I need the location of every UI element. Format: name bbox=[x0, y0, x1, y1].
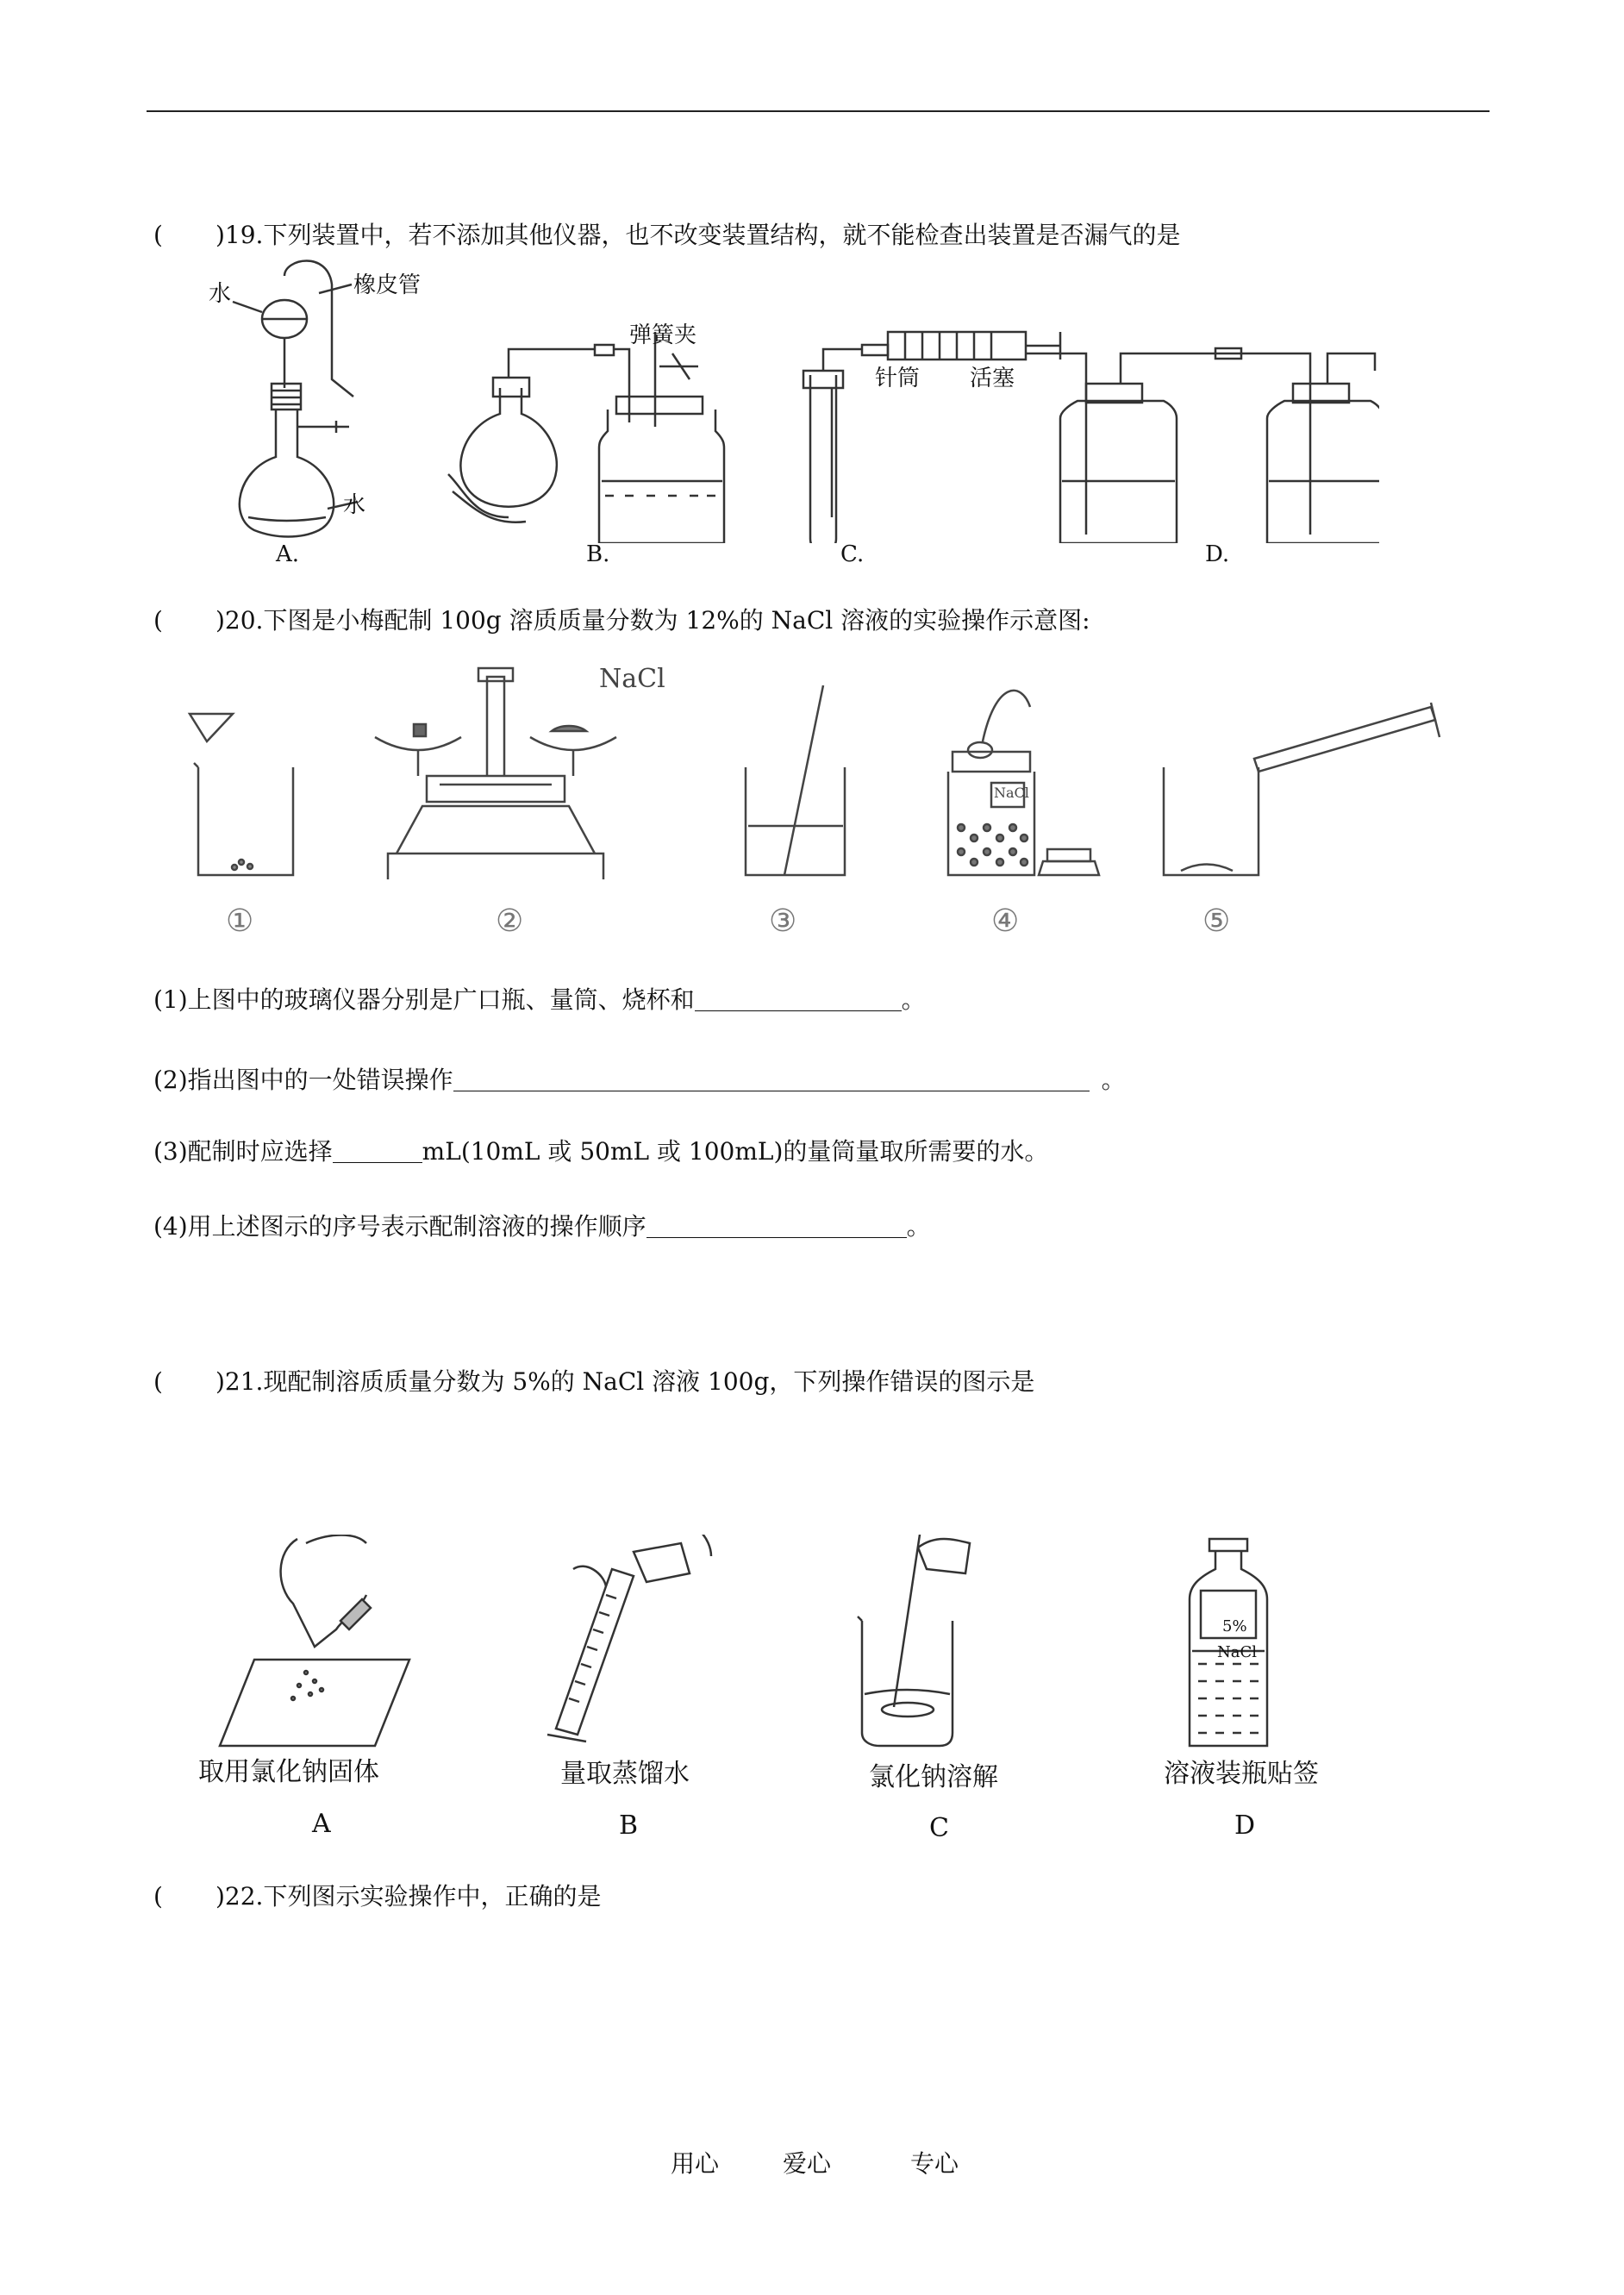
letter-d: D bbox=[1234, 1810, 1256, 1841]
question-19 bbox=[153, 220, 1180, 251]
operation-d-figure bbox=[1190, 1539, 1267, 1746]
letter-c: C bbox=[929, 1813, 949, 1843]
q20-sub-1: (1)上图中的玻璃仪器分别是广口瓶、量筒、烧杯和 。 bbox=[153, 985, 926, 1014]
label-plunger: 活塞 bbox=[970, 366, 1015, 391]
q20-sub-4: (4)用上述图示的序号表示配制溶液的操作顺序 。 bbox=[153, 1212, 931, 1241]
step-label-5: ⑤ bbox=[1202, 904, 1231, 939]
question-20-text: )20.下图是小梅配制 100g 溶质质量分数为 12%的 NaCl 溶液的实验操作示意图: bbox=[215, 606, 1090, 635]
option-a: A. bbox=[276, 541, 300, 567]
answer-paren: ( bbox=[153, 1882, 163, 1910]
label-syringe: 针筒 bbox=[875, 366, 921, 391]
caption-c: 氯化钠溶解 bbox=[869, 1762, 998, 1792]
caption-b: 量取蒸馏水 bbox=[560, 1759, 690, 1789]
option-c: C. bbox=[840, 541, 865, 567]
q20-sub-3: (3)配制时应选择 mL(10mL 或 50mL 或 100mL)的量筒量取所需要的水。 bbox=[153, 1137, 1049, 1166]
answer-paren: ( bbox=[153, 606, 163, 635]
operation-c-figure bbox=[858, 1535, 970, 1746]
caption-a: 取用氯化钠固体 bbox=[198, 1757, 379, 1787]
answer-blank[interactable] bbox=[333, 1140, 422, 1163]
label-nacl-jar: NaCl bbox=[994, 785, 1029, 801]
step-label-4: ④ bbox=[991, 904, 1020, 939]
bottle-label-nacl: NaCl bbox=[1217, 1643, 1258, 1661]
label-water-1: 水 bbox=[209, 281, 232, 307]
answer-blank[interactable] bbox=[453, 1068, 1090, 1091]
option-d: D. bbox=[1205, 541, 1230, 567]
header-rule bbox=[147, 110, 1490, 112]
answer-blank[interactable] bbox=[695, 988, 902, 1011]
question-20 bbox=[153, 605, 1090, 636]
label-water-2: 水 bbox=[343, 492, 366, 518]
letter-a: A bbox=[312, 1809, 331, 1839]
question-19-text: )19.下列装置中，若不添加其他仪器，也不改变装置结构，就不能检查出装置是否漏气的是 bbox=[215, 221, 1181, 249]
step-5-pour bbox=[1164, 703, 1440, 875]
apparatus-d bbox=[1026, 348, 1379, 543]
footer-word-2: 爱心 bbox=[783, 2149, 832, 2178]
step-label-1: ① bbox=[226, 904, 254, 939]
q21-operations-figure bbox=[194, 1535, 1384, 1750]
option-b: B. bbox=[586, 541, 610, 567]
label-nacl-balance: NaCl bbox=[599, 664, 665, 694]
label-rubber-tube: 橡皮管 bbox=[353, 272, 422, 298]
question-22 bbox=[153, 1881, 601, 1912]
q19-apparatus-figure bbox=[190, 259, 1379, 543]
step-1-beaker bbox=[190, 714, 293, 875]
label-spring-clip: 弹簧夹 bbox=[629, 322, 697, 348]
q20-steps-figure bbox=[181, 655, 1448, 892]
apparatus-c bbox=[803, 332, 1060, 543]
step-label-3: ③ bbox=[769, 904, 797, 939]
answer-blank[interactable] bbox=[646, 1215, 907, 1238]
answer-paren: ( bbox=[153, 221, 163, 249]
apparatus-a bbox=[233, 261, 358, 537]
operation-b-figure bbox=[547, 1535, 711, 1742]
apparatus-b bbox=[448, 332, 724, 543]
step-4-jar bbox=[948, 691, 1099, 875]
q20-sub-2: (2)指出图中的一处错误操作 。 bbox=[153, 1066, 1126, 1094]
bottle-label-percent: 5% bbox=[1222, 1617, 1247, 1635]
question-21-text: )21.现配制溶质质量分数为 5%的 NaCl 溶液 100g，下列操作错误的图示是 bbox=[215, 1367, 1035, 1396]
question-22-text: )22.下列图示实验操作中，正确的是 bbox=[215, 1882, 602, 1910]
operation-a-figure bbox=[220, 1535, 409, 1746]
caption-d: 溶液装瓶贴签 bbox=[1164, 1759, 1319, 1789]
answer-paren: ( bbox=[153, 1367, 163, 1396]
footer-word-3: 专心 bbox=[910, 2149, 959, 2178]
step-label-2: ② bbox=[496, 904, 524, 939]
footer-word-1: 用心 bbox=[671, 2149, 720, 2178]
step-3-stir bbox=[746, 685, 845, 875]
question-21 bbox=[153, 1366, 1034, 1398]
step-2-balance bbox=[375, 668, 616, 879]
letter-b: B bbox=[619, 1810, 639, 1841]
